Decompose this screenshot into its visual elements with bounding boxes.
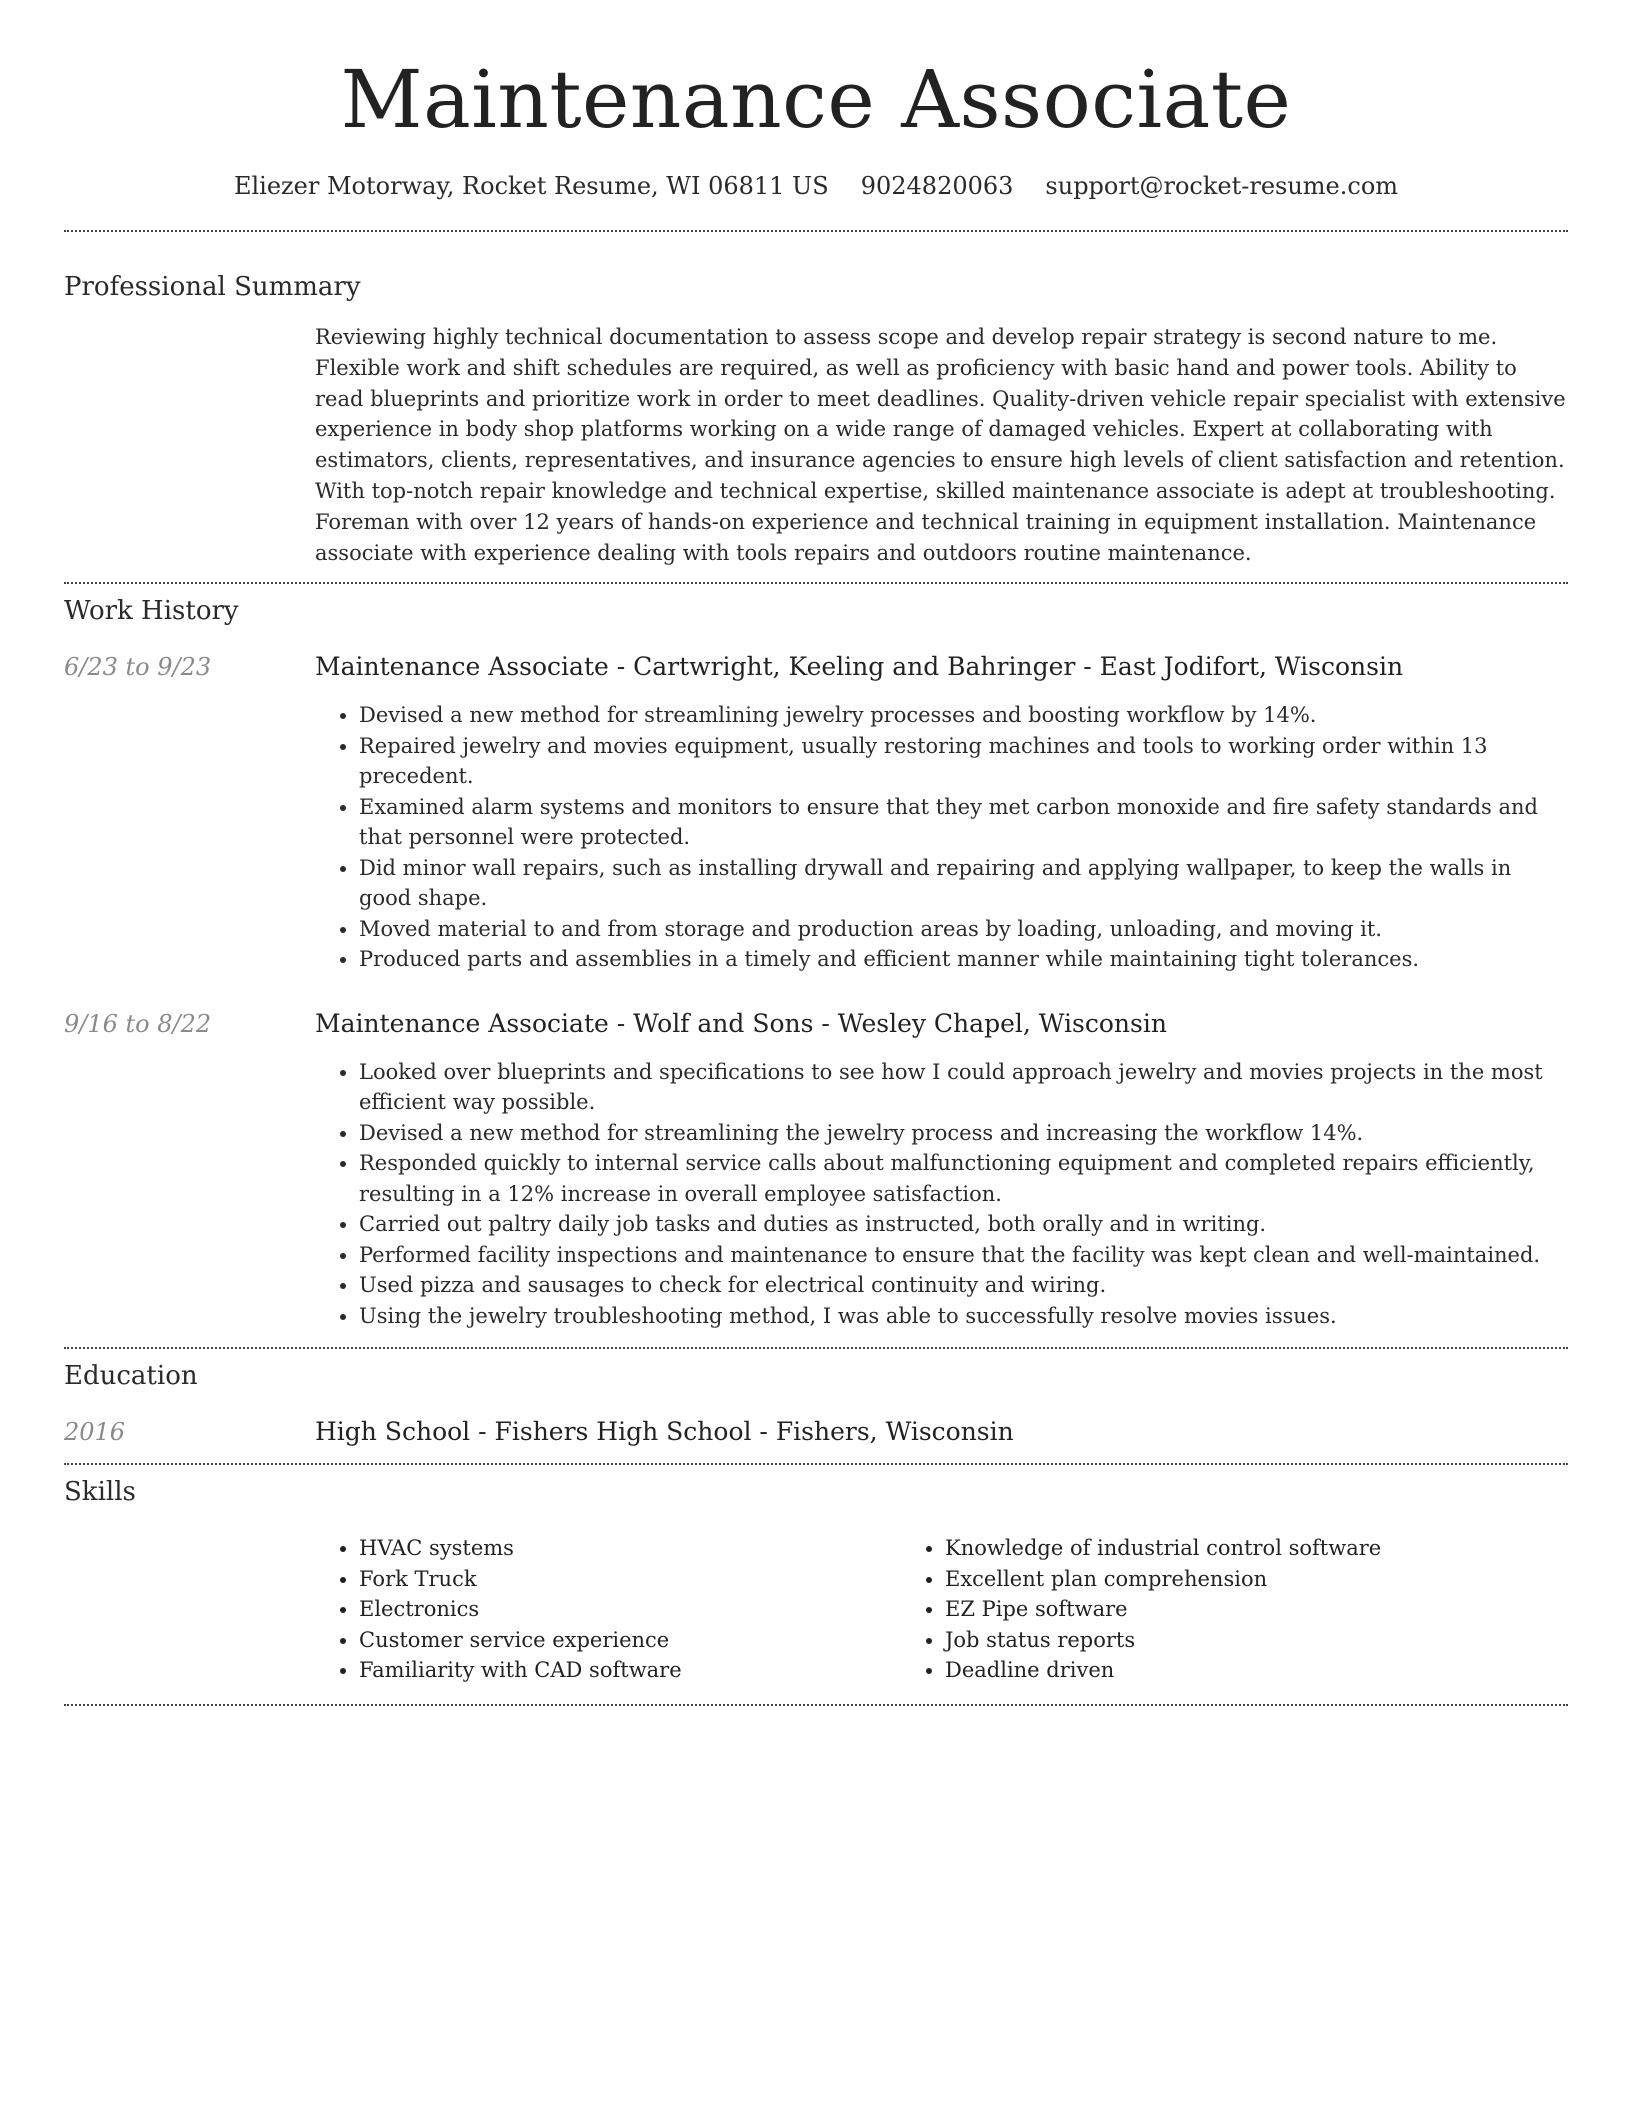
list-item: • Carried out paltry daily job tasks and duties as instructed, both orally and in writing. <box>359 1209 1568 1240</box>
job-bullets <box>315 700 1568 975</box>
education-heading: Education <box>64 1361 198 1392</box>
skill-item: • Deadline driven <box>945 1655 1455 1686</box>
job-entry <box>64 1009 1568 1332</box>
job-bullets <box>315 1057 1568 1332</box>
job-title: Maintenance Associate - Cartwright, Keeling and Bahringer - East Jodifort, Wisconsin <box>315 652 1404 682</box>
education-section <box>64 1349 1568 1465</box>
list-item: • Using the jewelry troubleshooting method, I was able to successfully resolve movies issues. <box>359 1301 1568 1332</box>
education-year: 2016 <box>64 1418 126 1447</box>
education-entry <box>64 1417 1568 1447</box>
list-item: • Produced parts and assemblies in a timely and efficient manner while maintaining tight tolerances. <box>359 944 1568 975</box>
contact-address: Eliezer Motorway, Rocket Resume, WI 06811 US <box>233 172 829 200</box>
contact-phone: 9024820063 <box>860 172 1014 200</box>
job-dates: 6/23 to 9/23 <box>64 653 212 682</box>
skill-item: • Customer service experience <box>359 1625 885 1656</box>
skill-item: • Electronics <box>359 1594 885 1625</box>
skill-item: • Fork Truck <box>359 1564 885 1595</box>
work-history-heading: Work History <box>64 596 239 627</box>
skill-item: • EZ Pipe software <box>945 1594 1455 1625</box>
summary-section <box>64 232 1568 584</box>
work-history-section <box>64 584 1568 1349</box>
skill-item: • Excellent plan comprehension <box>945 1564 1455 1595</box>
list-item: • Used pizza and sausages to check for electrical continuity and wiring. <box>359 1270 1568 1301</box>
list-item: • Did minor wall repairs, such as installing drywall and repairing and applying wallpaper, to keep the walls in good shape. <box>359 853 1568 914</box>
list-item: • Looked over blueprints and specifications to see how I could approach jewelry and movies projects in the most efficient way possible. <box>359 1057 1568 1118</box>
skills-section <box>64 1465 1568 1706</box>
skill-item: • Knowledge of industrial control software <box>945 1533 1455 1564</box>
list-item: • Moved material to and from storage and production areas by loading, unloading, and moving it. <box>359 914 1568 945</box>
job-dates: 9/16 to 8/22 <box>64 1009 212 1038</box>
contact-email: support@rocket-resume.com <box>1045 172 1399 200</box>
skill-item: • Familiarity with CAD software <box>359 1655 885 1686</box>
resume-header <box>64 0 1568 232</box>
skill-item: • HVAC systems <box>359 1533 885 1564</box>
list-item: • Repaired jewelry and movies equipment, usually restoring machines and tools to working order within 13 precedent. <box>359 731 1568 792</box>
job-entry <box>64 652 1568 975</box>
list-item: • Devised a new method for streamlining jewelry processes and boosting workflow by 14%. <box>359 700 1568 731</box>
skills-list-left <box>315 1533 885 1686</box>
list-item: • Performed facility inspections and maintenance to ensure that the facility was kept clean and well-maintained. <box>359 1240 1568 1271</box>
list-item: • Responded quickly to internal service calls about malfunctioning equipment and completed repairs efficiently, resulting in a 12% increase in overall employee satisfaction. <box>359 1148 1568 1209</box>
education-detail: High School - Fishers High School - Fishers, Wisconsin <box>315 1417 1014 1447</box>
section-divider <box>64 1704 1568 1706</box>
candidate-name: Maintenance Associate <box>340 53 1292 146</box>
summary-heading: Professional Summary <box>64 272 361 302</box>
contact-line <box>64 172 1568 200</box>
skills-heading: Skills <box>64 1477 136 1508</box>
list-item: • Devised a new method for streamlining the jewelry process and increasing the workflow 14%. <box>359 1118 1568 1149</box>
skills-grid <box>315 1533 1568 1686</box>
skill-item: • Job status reports <box>945 1625 1455 1656</box>
skills-list-right <box>885 1533 1455 1686</box>
job-title: Maintenance Associate - Wolf and Sons - Wesley Chapel, Wisconsin <box>315 1008 1167 1038</box>
list-item: • Examined alarm systems and monitors to ensure that they met carbon monoxide and fire safety standards and that personnel were protected. <box>359 792 1568 853</box>
summary-text: Reviewing highly technical documentation to assess scope and develop repair strategy is second nature to me. Flexible work and shift schedules are required, as well as proficiency with basic hand and power tools. Ability to read blueprints and prioritize work in order to meet deadlines. Quality-driven vehicle repair specialist with extensive experience in body shop platforms working on a wide range of damaged vehicles. Expert at collaborating with estimators, clients, representatives, and insurance agencies to ensure high levels of client satisfaction and retention. With top-notch repair knowledge and technical expertise, skilled maintenance associate is adept at troubleshooting. Foreman with over 12 years of hands-on experience and technical training in equipment installation. Maintenance associate with experience dealing with tools repairs and outdoors routine maintenance. <box>315 325 1566 565</box>
